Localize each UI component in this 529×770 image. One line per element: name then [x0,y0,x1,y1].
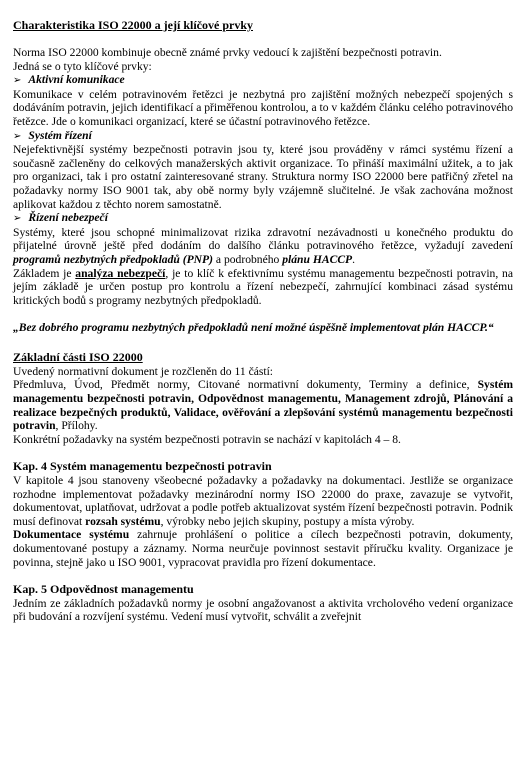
arrow-bullet-icon: ➢ [13,213,22,225]
basics-chapters-note: Konkrétní požadavky na systém bezpečnosti potravin se nachází v kapitolách 4 – 8. [13,432,401,446]
section-heading-basics: Základní části ISO 22000 [13,350,143,365]
chapter-heading-4: Kap. 4 Systém managementu bezpečnosti potravin [13,459,272,474]
bullet-text-communication: Komunikace v celém potravinovém řetězci je nezbytná pro zajištění možných nebezpečí spojených s dodáváním potravin, jejich identifikací a přiměřenou kontrolou, a to v každém článku celého potravinového řetězce. Jde o komunikaci organizací, které se účastní potravinového řetězce. [13,87,513,128]
basics-parts-list: Předmluva, Úvod, Předmět normy, Citované normativní dokumenty, Terminy a definice, Systém managementu bezpečnosti potravin, Odpovědnost managementu, Management zdrojů, Plánování a realizace bezpečných produktů, Validace, ověřování a zlepšování systémů managementu bezpečnosti potravin, Přílohy. [13,378,513,433]
intro-line: Norma ISO 22000 kombinuje obecně známé prvky vedoucí k zajištění bezpečnosti potravin. [13,46,442,59]
hazard-analysis-paragraph: Základem je analýza nebezpečí, je to klíč k efektivnímu systému managementu bezpečnosti potravin, na jejím základě je určen postup pro kontrolu a řízení nebezpečí, zahrnující kombinaci zásad systému kritických bodů s programy nezbytných předpokladů. [13,266,513,307]
bullet-heading-communication: ➢ Aktivní komunikace [13,73,125,87]
chapter-4-paragraph-2: Dokumentace systému zahrnuje prohlášení o politice a cílech bezpečnosti potravin, dokumenty, dokumentované postupy a záznamy. Norma neurčuje povinnost sestavit příručku kvality. Organizace je povinna, stejně jako u ISO 9001, vypracovat pravidla pro řízení dokumentace. [13,528,513,569]
quote: „Bez dobrého programu nezbytných předpokladů není možné úspěšně implementovat plán HACCP.“ [13,321,494,335]
chapter-heading-5: Kap. 5 Odpovědnost managementu [13,582,194,597]
arrow-bullet-icon: ➢ [13,130,22,142]
intro-line: Jedná se o tyto klíčové prvky: [13,59,152,73]
chapter-4-paragraph-1: V kapitole 4 jsou stanoveny všeobecné požadavky a požadavky na dokumentaci. Jestliže se organizace rozhodne implementovat požadavky mezinárodní normy ISO 22000 do praxe, zavazuje se vytvořit, dokumentovat, uplatňovat, udržovat a podle potřeb aktualizovat systém řízení bezpečnosti potravin. Podnik musí definovat rozsah systému, výrobky nebo jejich skupiny, postupy a místa výroby. [13,474,513,528]
chapter-5-paragraph-1: Jedním ze základních požadavků normy je osobní angažovanost a aktivita vrcholového vedení organizace při budování a rozvíjení systému. Vedení musí vytvořit, schválit a zveřejnit [13,596,513,624]
bullet-text-hazard-control: Systémy, které jsou schopné minimalizovat rizika zdravotní nezávadnosti u konečného produktu do přijatelné úrovně ještě před dodáním do dalšího článku potravinového řetězce, vyžadují zavedení programů nezbytných předpokladů (PNP) a podrobného plánu HACCP. [13,225,513,266]
bullet-heading-hazard-control: ➢ Řízení nebezpečí [13,211,108,225]
basics-intro: Uvedený normativní dokument je rozčleněn do 11 částí: [13,364,274,378]
arrow-bullet-icon: ➢ [13,75,22,87]
bullet-text-management-system: Nejefektivnější systémy bezpečnosti potravin jsou ty, které jsou prováděny v rámci systému řízení a současně začleněny do celkových manažerských aktivit organizace. To přináší maximální užitek, a to jak pro organizaci, tak i pro ostatní zainteresované strany. Struktura normy ISO 22000 bere patřičný zřetel na požadavky normy ISO 9001 tak, aby obě normy byly vzájemně slučitelné. Je však zachována možnost aplikovat každou z těchto norem samostatně. [13,143,513,211]
bullet-heading-management-system: ➢ Systém řízení [13,128,92,142]
document-title: Charakteristika ISO 22000 a její klíčové prvky [13,18,253,32]
